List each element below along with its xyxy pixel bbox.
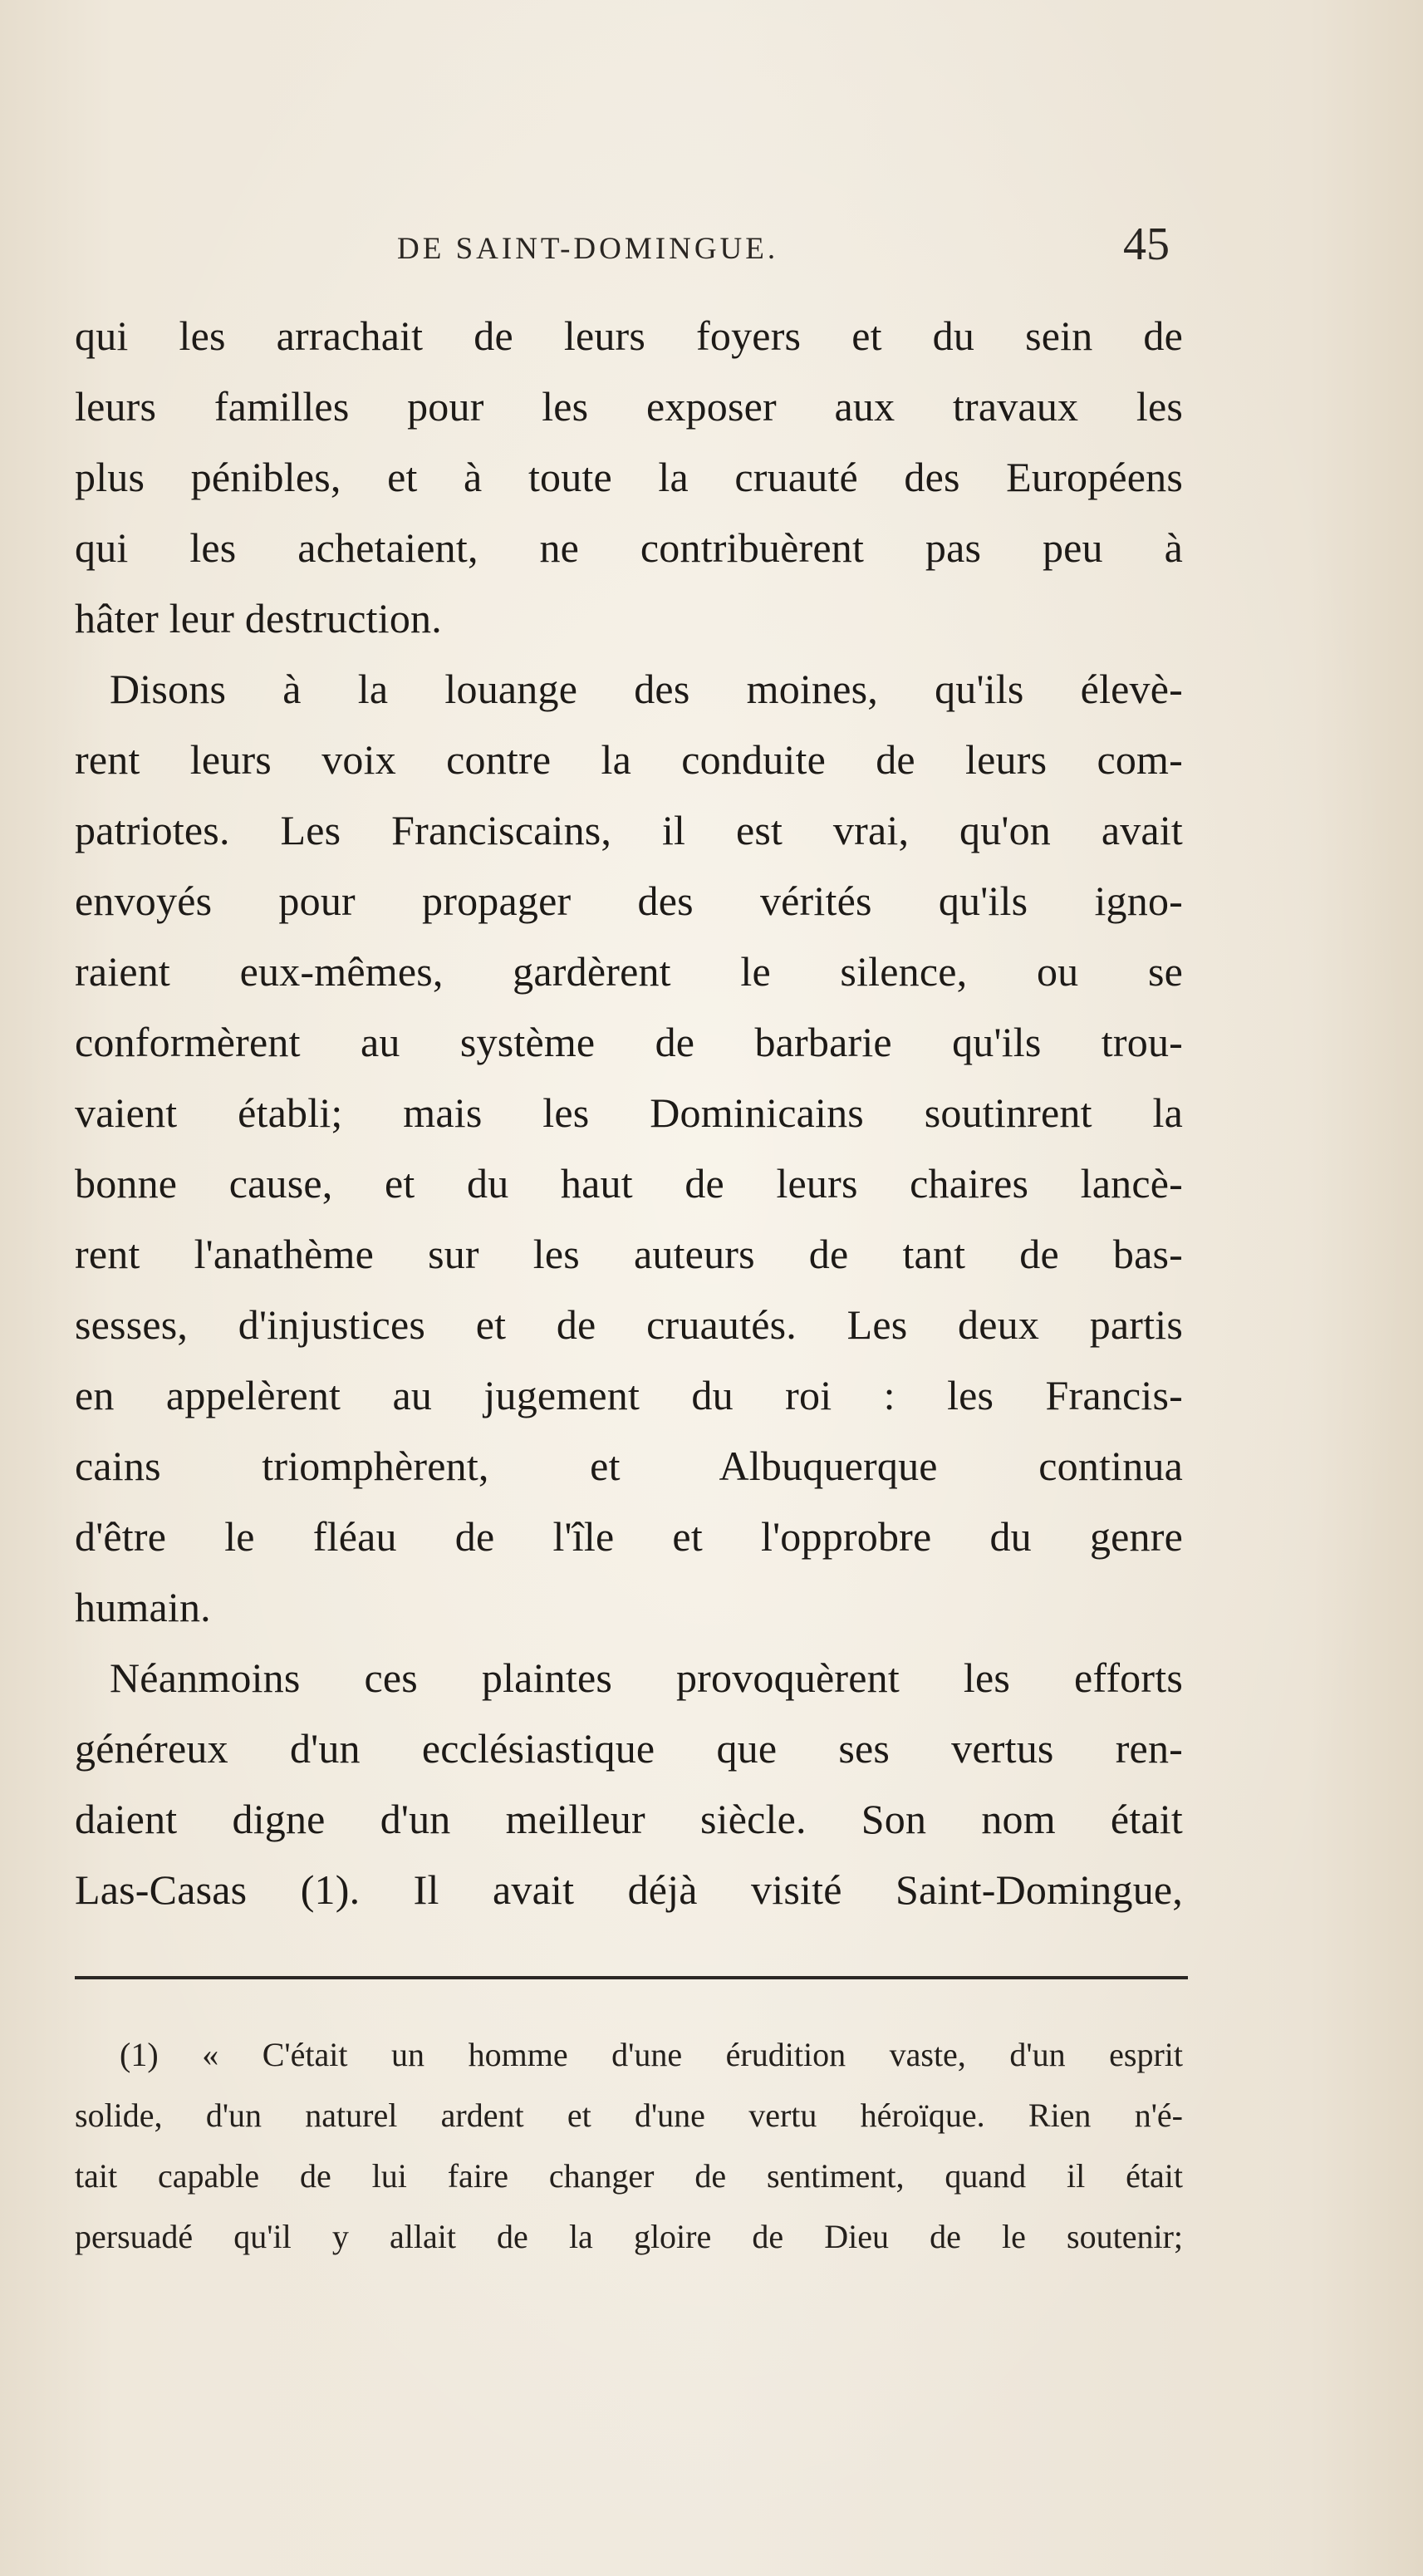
footnote-line: (1) « C'était un homme d'une érudition vaste, d'un esprit [120,2036,1183,2073]
page-number: 45 [1123,219,1170,270]
text-line: vaient établi; mais les Dominicains soutinrent la [75,1089,1183,1136]
text-line: cains triomphèrent, et Albuquerque continua [75,1443,1183,1489]
text-line: conformèrent au système de barbarie qu'ils trou- [75,1019,1183,1065]
text-line: daient digne d'un meilleur siècle. Son nom était [75,1796,1183,1842]
footnote [75,2024,1183,2267]
body-text [75,301,1183,1925]
footnote-line: persuadé qu'il y allait de la gloire de Dieu de le soutenir; [75,2218,1183,2255]
text-line: rent l'anathème sur les auteurs de tant de bas- [75,1231,1183,1277]
footnote-line: tait capable de lui faire changer de sentiment, quand il était [75,2157,1183,2195]
text-line: humain. [75,1584,211,1630]
footnote-divider [75,1976,1188,1979]
paragraph-start-line: Néanmoins ces plaintes provoquèrent les efforts [110,1654,1183,1701]
text-line: Las-Casas (1). Il avait déjà visité Saint-Domingue, [75,1866,1183,1913]
text-line: bonne cause, et du haut de leurs chaires lancè- [75,1160,1183,1207]
text-line: d'être le fléau de l'île et l'opprobre du genre [75,1513,1183,1560]
text-line: plus pénibles, et à toute la cruauté des Européens [75,454,1183,500]
text-line: qui les arrachait de leurs foyers et du sein de [75,312,1183,359]
footnote-line: solide, d'un naturel ardent et d'une vertu héroïque. Rien n'é- [75,2097,1183,2134]
text-line: leurs familles pour les exposer aux travaux les [75,383,1183,430]
text-line: envoyés pour propager des vérités qu'ils igno- [75,878,1183,924]
text-line: sesses, d'injustices et de cruautés. Les deux partis [75,1301,1183,1348]
text-line: rent leurs voix contre la conduite de leurs com- [75,736,1183,783]
text-line: généreux d'un ecclésiastique que ses vertus ren- [75,1725,1183,1772]
paragraph-start-line: Disons à la louange des moines, qu'ils élevè- [110,666,1183,712]
text-line: hâter leur destruction. [75,595,442,642]
running-title: DE SAINT-DOMINGUE. [397,232,779,266]
text-line: raient eux-mêmes, gardèrent le silence, ou se [75,948,1183,995]
text-line: qui les achetaient, ne contribuèrent pas peu à [75,524,1183,571]
text-line: en appelèrent au jugement du roi : les Francis- [75,1372,1183,1418]
text-line: patriotes. Les Franciscains, il est vrai, qu'on avait [75,807,1183,853]
